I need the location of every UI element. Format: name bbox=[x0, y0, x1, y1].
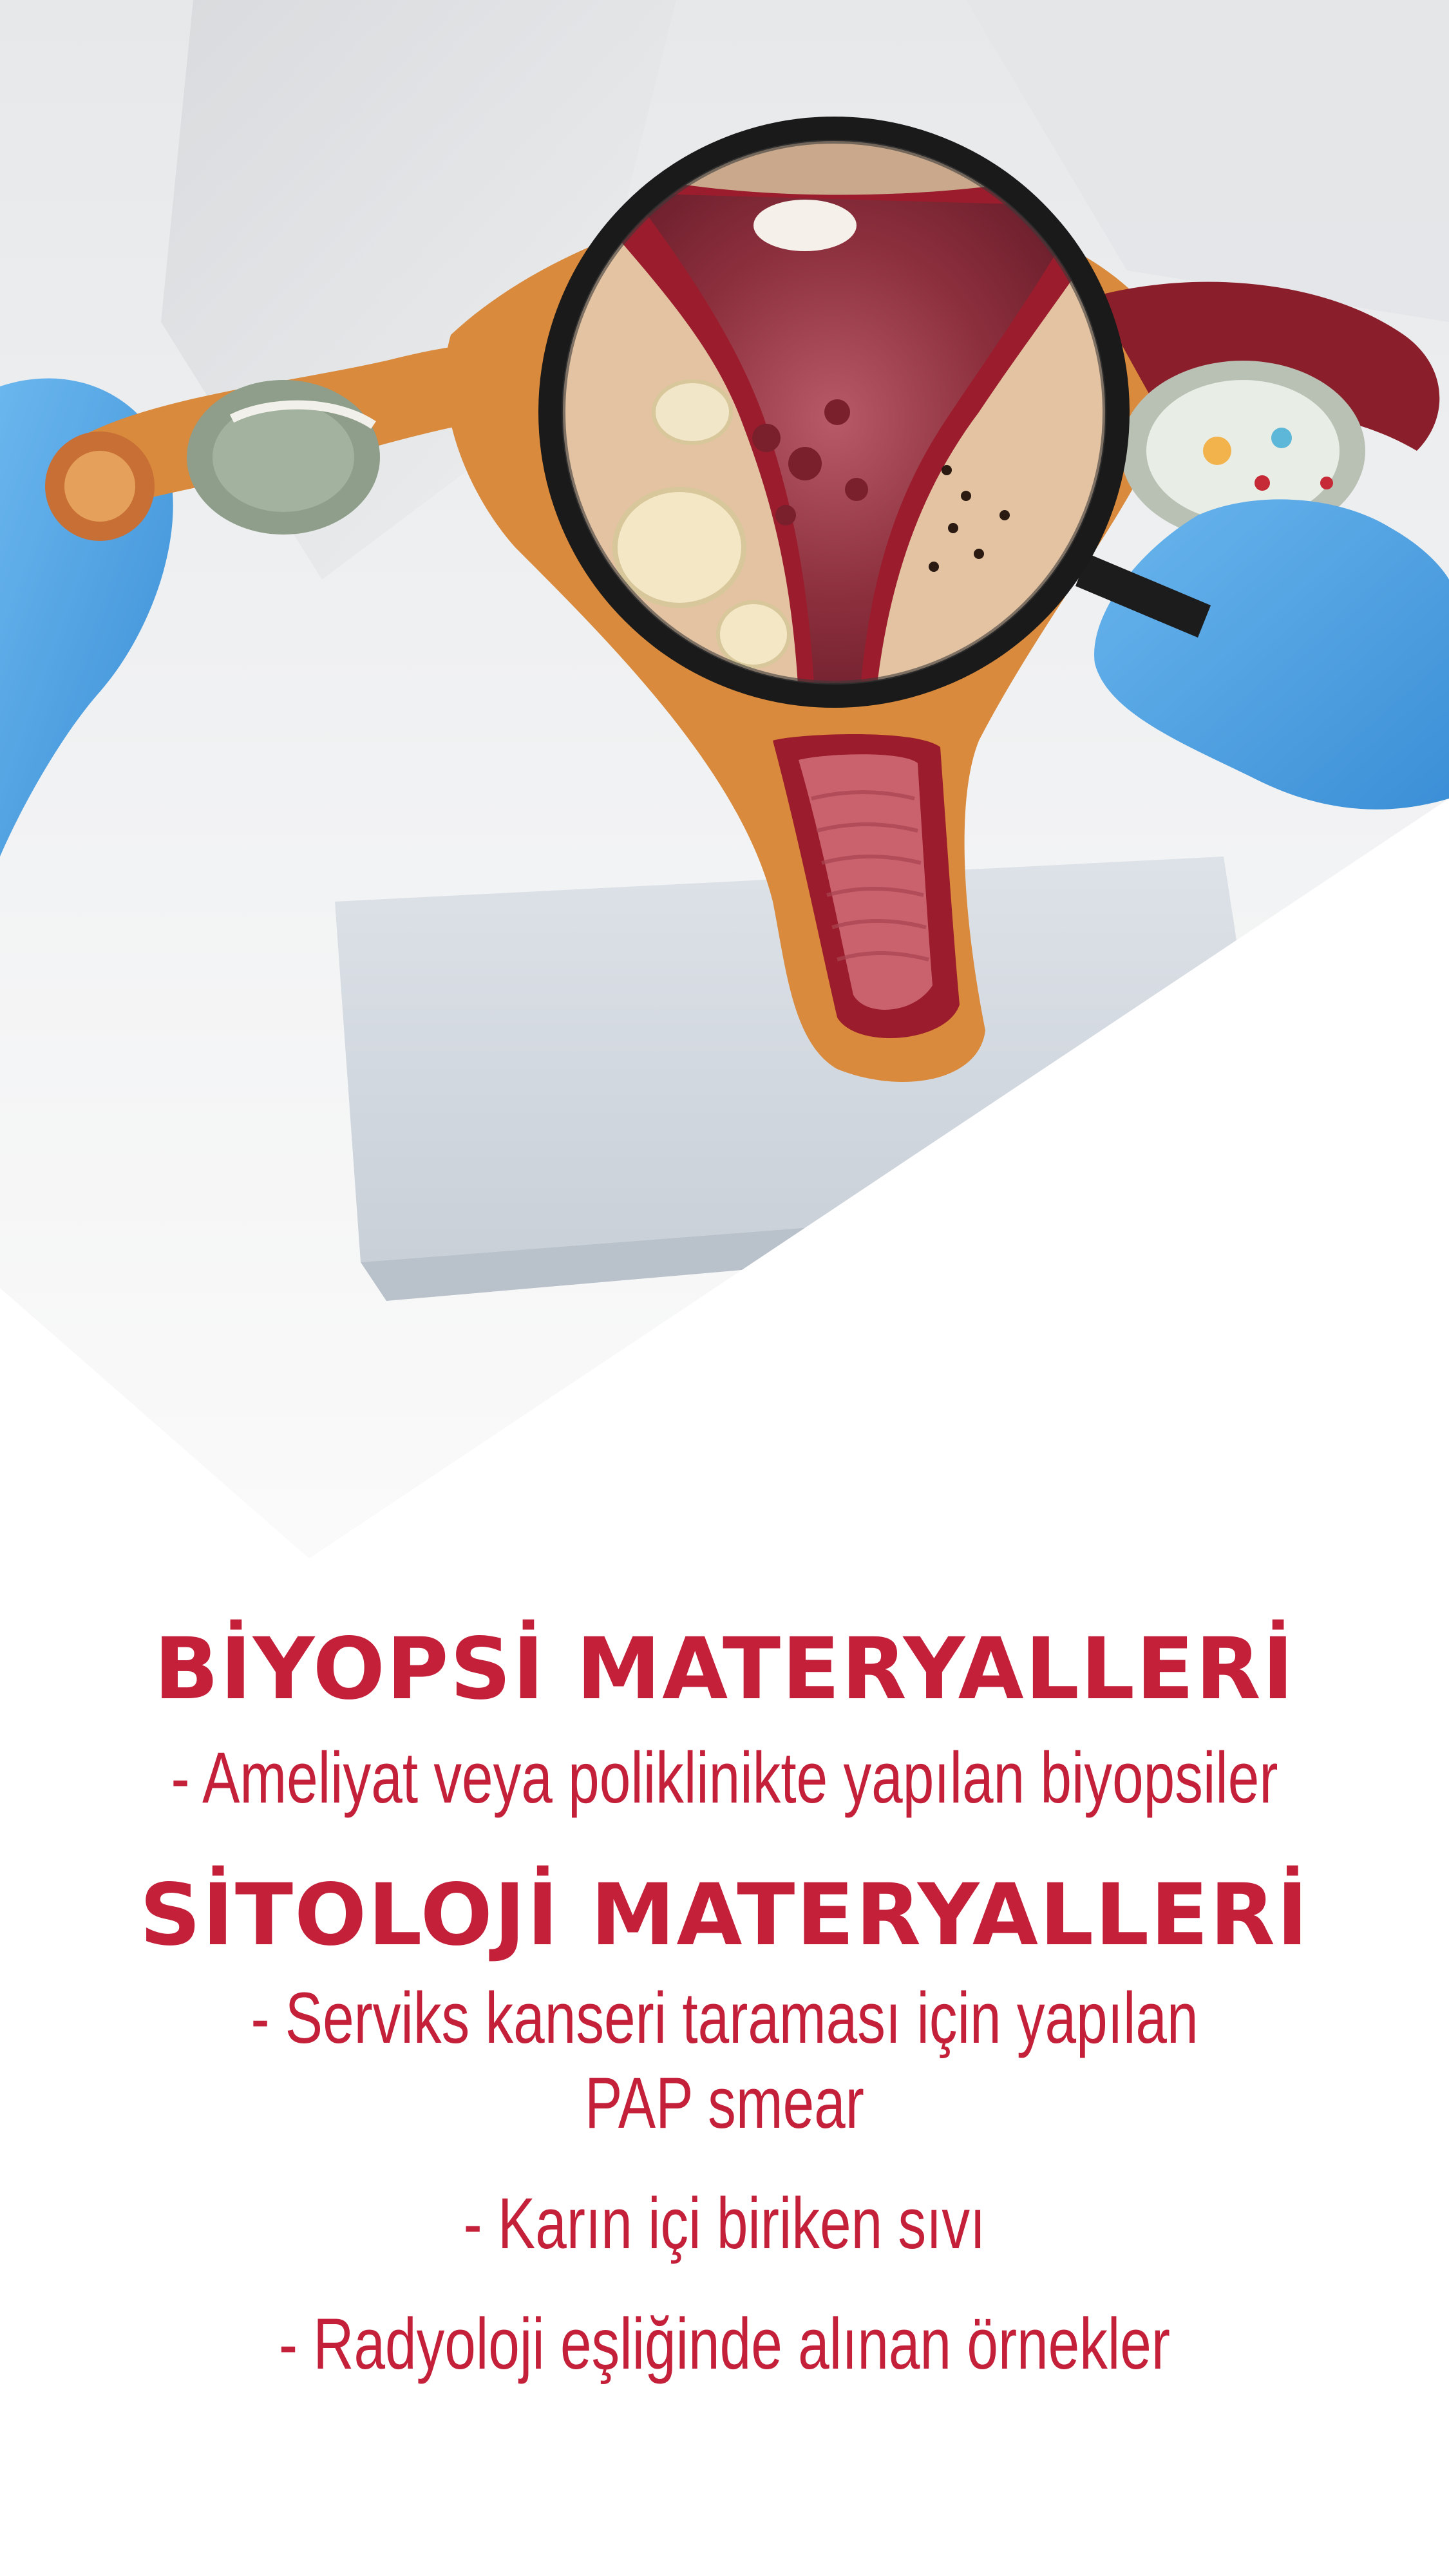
section-heading-biopsy: BİYOPSİ MATERYALLERİ bbox=[154, 1620, 1295, 1719]
cytology-item: - Karın içi biriken sıvı bbox=[463, 2183, 986, 2264]
cytology-item: - Serviks kanseri taraması için yapılan bbox=[251, 1977, 1198, 2058]
cytology-item: - Radyoloji eşliğinde alınan örnekler bbox=[279, 2304, 1170, 2384]
text-content bbox=[0, 1597, 1449, 2387]
biopsy-item: - Ameliyat veya poliklinikte yapılan biyopsiler bbox=[171, 1738, 1278, 1819]
cytology-item-continuation: PAP smear bbox=[585, 2062, 864, 2143]
section-heading-cytology: SİTOLOJİ MATERYALLERİ bbox=[139, 1866, 1310, 1965]
